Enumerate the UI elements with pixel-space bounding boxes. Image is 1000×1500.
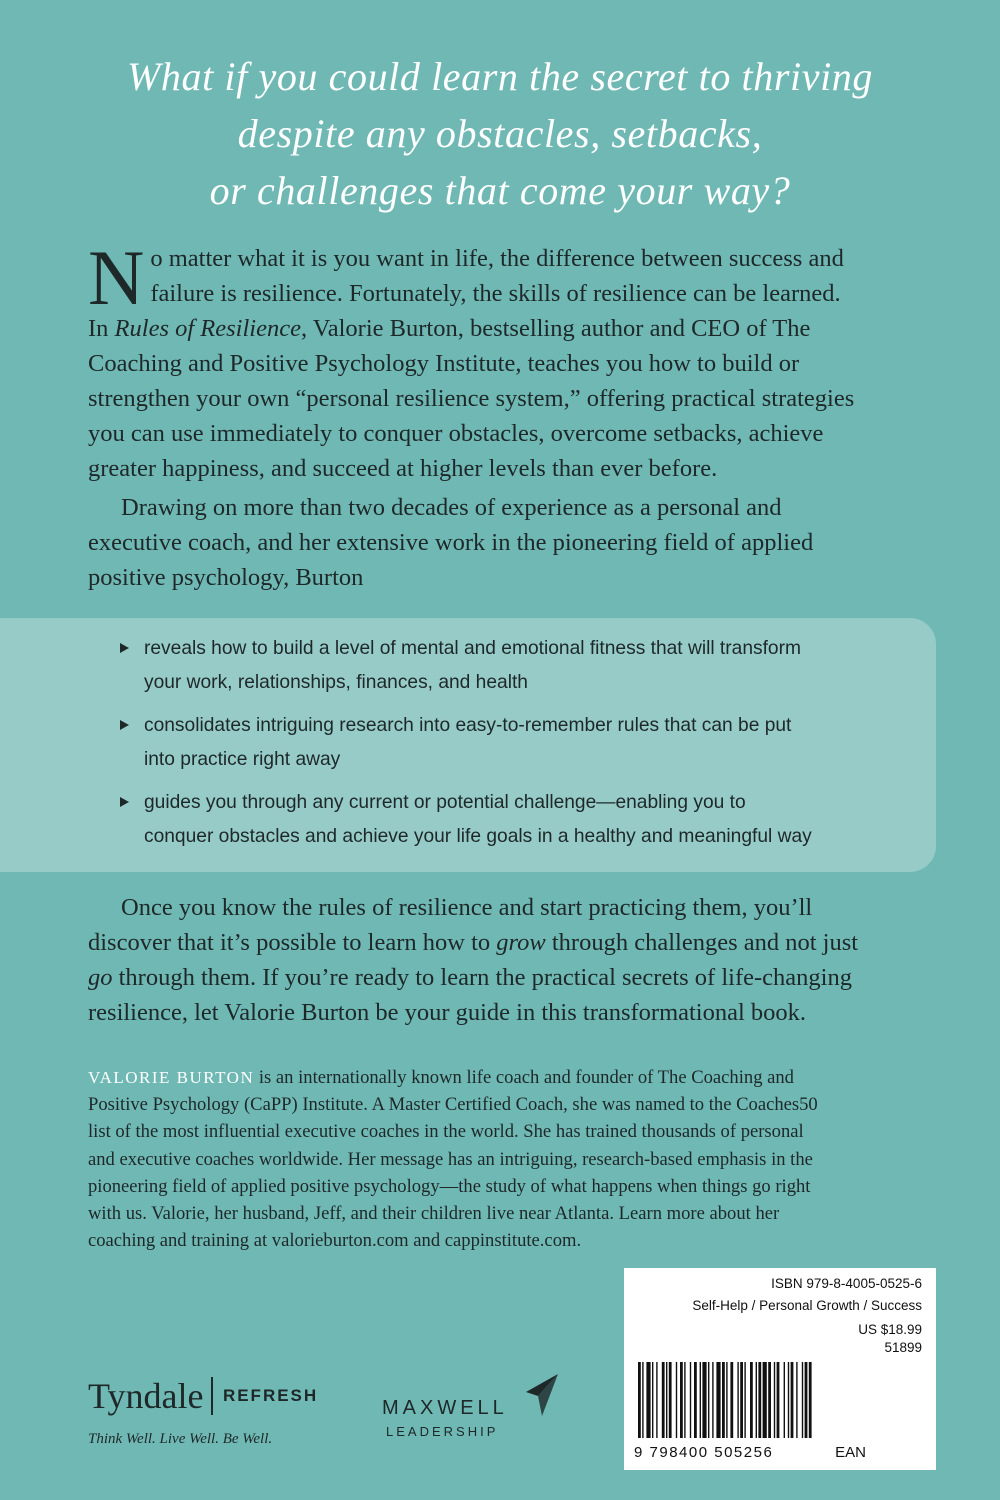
barcode-bar — [740, 1362, 743, 1438]
maxwell-wordmark: MAXWELL — [382, 1397, 508, 1419]
barcode-bar — [716, 1362, 720, 1438]
tyndale-refresh-logo — [88, 1375, 319, 1447]
bullet-item — [122, 786, 812, 854]
barcode-bar — [805, 1362, 808, 1438]
text-line: you can use immediately to conquer obstacles, overcome setbacks, achieve — [88, 420, 824, 447]
barcode-bar — [758, 1362, 761, 1438]
barcode-bar — [737, 1362, 738, 1438]
headline-line: or challenges that come your way? — [209, 168, 791, 213]
text-span: discover that it’s possible to learn how to — [88, 929, 497, 956]
barcode-bar — [796, 1362, 797, 1438]
barcode-digits: 9 798400 505256 — [634, 1444, 774, 1461]
bio-line: list of the most influential executive coaches in the world. She has trained thousands of personal — [88, 1121, 804, 1143]
text-line: failure is resilience. Fortunately, the skills of resilience can be learned. — [150, 280, 841, 307]
emphasis: grow — [496, 929, 546, 956]
bio-line: with us. Valorie, her husband, Jeff, and their children live near Atlanta. Learn more about her — [88, 1203, 780, 1225]
text-line: Drawing on more than two decades of experience as a personal and — [121, 494, 782, 521]
barcode-bar — [802, 1362, 803, 1438]
text-line — [88, 925, 918, 960]
barcode-bar — [712, 1362, 713, 1438]
tyndale-wordmark: Tyndale — [88, 1376, 204, 1416]
price-text: US $18.99 — [858, 1322, 922, 1337]
barcode-bar — [669, 1362, 672, 1438]
barcode-panel — [624, 1268, 936, 1470]
category-text: Self-Help / Personal Growth / Success — [692, 1298, 922, 1313]
text-line: o matter what it is you want in life, the difference between success and — [150, 245, 844, 272]
barcode-bar — [700, 1362, 701, 1438]
barcode-bar — [722, 1362, 725, 1438]
barcode-bar — [638, 1362, 641, 1438]
bullet-item — [122, 709, 791, 777]
text-line — [88, 960, 918, 995]
emphasis: go — [88, 964, 113, 991]
barcode-bar — [788, 1362, 789, 1438]
barcode-bar — [652, 1362, 653, 1438]
text-line: strengthen your own “personal resilience system,” offering practical strategies — [88, 385, 855, 412]
headline-line: What if you could learn the secret to thriving — [127, 54, 873, 99]
text-line: resilience, let Valorie Burton be your guide in this transformational book. — [88, 999, 807, 1026]
barcode-bar — [708, 1362, 709, 1438]
bullet-line: into practice right away — [144, 749, 341, 770]
barcode-bar — [756, 1362, 757, 1438]
text-line: greater happiness, and succeed at higher levels than ever before. — [88, 455, 718, 482]
bio-line — [88, 1064, 928, 1091]
intro-paragraph — [88, 234, 918, 486]
drop-cap: N — [88, 234, 145, 321]
text-span: In — [88, 315, 115, 342]
ean-label: EAN — [835, 1444, 866, 1461]
barcode-graphic — [638, 1362, 858, 1438]
experience-paragraph — [88, 490, 918, 595]
closing-paragraph — [88, 890, 918, 1030]
barcode-bar — [768, 1362, 771, 1438]
text-span: through them. If you’re ready to learn the practical secrets of life-changing — [112, 964, 852, 991]
barcode-bar — [694, 1362, 697, 1438]
bio-line: and executive coaches worldwide. Her message has an intriguing, research-based emphasis in the — [88, 1148, 813, 1170]
text-line — [88, 311, 918, 346]
barcode-bar — [750, 1362, 753, 1438]
barcode-bar — [666, 1362, 667, 1438]
barcode-bar — [680, 1362, 683, 1438]
text-span: is an internationally known life coach and founder of The Coaching and — [254, 1067, 794, 1088]
publisher-tagline: Think Well. Live Well. Be Well. — [88, 1431, 273, 1447]
barcode-bar — [730, 1362, 733, 1438]
book-title: Rules of Resilience — [114, 315, 301, 342]
bullet-item — [122, 632, 801, 700]
barcode-bar — [676, 1362, 677, 1438]
maxwell-leadership-logo — [382, 1372, 562, 1456]
headline-line: despite any obstacles, setbacks, — [237, 111, 763, 156]
barcode-bar — [774, 1362, 775, 1438]
text-span: through challenges and not just — [545, 929, 859, 956]
barcode-bar — [784, 1362, 785, 1438]
bullet-line: reveals how to build a level of mental and emotional fitness that will transform — [144, 638, 801, 659]
author-bio — [88, 1064, 928, 1254]
text-line: positive psychology, Burton — [88, 564, 364, 591]
author-name: VALORIE BURTON — [88, 1068, 255, 1087]
isbn-text: ISBN 979-8-4005-0525-6 — [771, 1276, 922, 1291]
text-span: , Valorie Burton, bestselling author and CEO of The — [300, 315, 811, 342]
headline — [60, 48, 940, 219]
barcode-bar — [744, 1362, 745, 1438]
text-line: Coaching and Positive Psychology Institute, teaches you how to build or — [88, 350, 800, 377]
bullet-line: conquer obstacles and achieve your life goals in a healthy and meaningful way — [144, 826, 812, 847]
bio-line: pioneering field of applied positive psychology—the study of what happens when things go right — [88, 1175, 811, 1197]
barcode-bar — [702, 1362, 706, 1438]
bio-line: coaching and training at valorieburton.com and cappinstitute.com. — [88, 1230, 582, 1252]
barcode-bar — [809, 1362, 812, 1438]
text-line: Once you know the rules of resilience and start practicing them, you’ll — [121, 894, 813, 921]
bullet-arrow-icon — [120, 797, 129, 807]
bullet-arrow-icon — [120, 643, 129, 653]
bullet-arrow-icon — [120, 720, 129, 730]
barcode-bar — [662, 1362, 665, 1438]
bullet-line: consolidates intriguing research into easy-to-remember rules that can be put — [144, 715, 792, 736]
bullet-line: guides you through any current or potential challenge—enabling you to — [144, 792, 746, 813]
barcode-bar — [656, 1362, 657, 1438]
bio-line: Positive Psychology (CaPP) Institute. A Master Certified Coach, she was named to the Coaches50 — [88, 1094, 818, 1116]
logo-divider — [211, 1377, 213, 1415]
barcode-bar — [646, 1362, 650, 1438]
barcode-bar — [642, 1362, 643, 1438]
barcode-bar — [690, 1362, 691, 1438]
maxwell-arrow-icon — [522, 1372, 562, 1422]
refresh-wordmark: REFRESH — [222, 1386, 319, 1405]
text-line: executive coach, and her extensive work in the pioneering field of applied — [88, 529, 814, 556]
bullet-line: your work, relationships, finances, and health — [144, 672, 528, 693]
price-code: 51899 — [884, 1340, 922, 1355]
barcode-bar — [791, 1362, 794, 1438]
barcode-bar — [763, 1362, 767, 1438]
barcode-bar — [726, 1362, 727, 1438]
leadership-wordmark: LEADERSHIP — [386, 1424, 499, 1439]
barcode-bar — [684, 1362, 685, 1438]
barcode-bar — [777, 1362, 780, 1438]
